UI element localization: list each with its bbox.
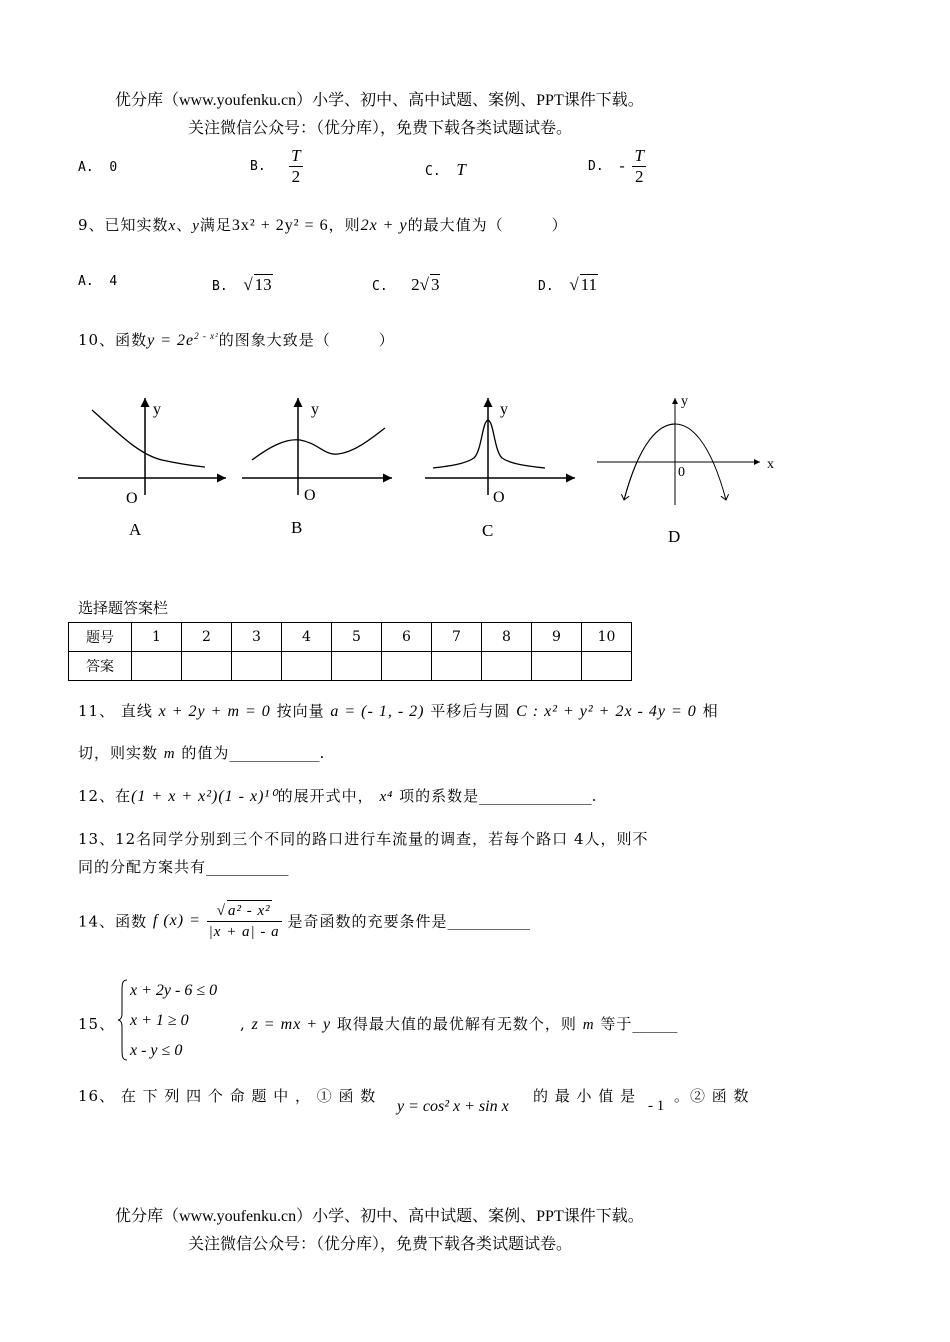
number-cell: 2 xyxy=(182,623,232,652)
q8-c-value: T xyxy=(456,160,466,179)
q8-c-label: C. xyxy=(425,164,441,179)
q16-value: - 1 xyxy=(648,1098,665,1114)
graph-d-y-label: y xyxy=(681,394,688,409)
graph-a-origin: O xyxy=(126,490,138,507)
q11-line-1: 11、 直线 x + 2y + m = 0 按向量 a = (- 1, - 2) 平移后与圆 C : x² + y² + 2x - 4y = 0 相 xyxy=(78,702,719,720)
graph-d-label: D xyxy=(668,527,681,546)
q15-constraint-3: x - y ≤ 0 xyxy=(130,1042,183,1059)
q8-option-a xyxy=(78,160,117,175)
q14-blank[interactable]: ___________ xyxy=(447,912,530,930)
q8-b-fraction: $\frac{T}{2}$ xyxy=(291,146,301,186)
graph-d-origin: 0 xyxy=(678,465,685,480)
header-line-2: 关注微信公众号：（优分库），免费下载各类试题试卷。 xyxy=(188,120,573,137)
answer-table xyxy=(68,622,632,681)
q16-suffix: 。② 函 数 xyxy=(674,1087,750,1105)
row-header-answer: 答案 xyxy=(69,652,132,681)
number-cell: 9 xyxy=(532,623,582,652)
q15-constraint-2: x + 1 ≥ 0 xyxy=(130,1012,189,1029)
graph-d xyxy=(597,398,760,505)
graph-c-label: C xyxy=(482,521,494,540)
q10-stem: 10、函数$y = 2e^{2 - x^2}$的图象大致是（ ） xyxy=(78,331,395,349)
q8-a-value: 0 xyxy=(109,160,118,175)
answer-cell[interactable] xyxy=(132,652,182,681)
q15-constraint-1: x + 2y - 6 ≤ 0 xyxy=(130,982,218,999)
q8-a-label: A. xyxy=(78,160,94,175)
number-cell: 4 xyxy=(282,623,332,652)
footer-line-2: 关注微信公众号：（优分库），免费下载各类试题试卷。 xyxy=(188,1236,573,1253)
answer-table-title: 选择题答案栏 xyxy=(78,599,169,617)
q9-stem: 9、已知实数x、y满足3x² + 2y² = 6，则2x + y的最大值为（ ） xyxy=(78,216,568,234)
q10-graphs xyxy=(0,380,950,555)
q11-line-2: 切，则实数 m 的值为____________. xyxy=(78,744,325,762)
q15-blank[interactable]: ______ xyxy=(632,1015,678,1033)
answer-cell[interactable] xyxy=(582,652,632,681)
answer-cell[interactable] xyxy=(432,652,482,681)
q13-blank[interactable]: ___________ xyxy=(206,858,289,876)
table-row xyxy=(69,623,632,652)
row-header-number: 题号 xyxy=(69,623,132,652)
table-row xyxy=(69,652,632,681)
q13-line-2: 同的分配方案共有___________ xyxy=(78,858,289,876)
graph-d-x-label: x xyxy=(767,457,774,472)
q12-stem: 12、在(1 + x + x²)(1 - x)¹⁰的展开式中， x⁴ 项的系数是_______________. xyxy=(78,787,597,805)
q16-prefix: 16、 在 下 列 四 个 命 题 中 ， ① 函 数 xyxy=(78,1087,377,1105)
q16-function: y = cos² x + sin x xyxy=(397,1098,509,1115)
q9-option-d: D. √ 11 xyxy=(538,275,598,294)
q8-option-d xyxy=(588,146,646,187)
answer-cell[interactable] xyxy=(382,652,432,681)
number-cell: 1 xyxy=(132,623,182,652)
graph-b-origin: O xyxy=(304,487,316,504)
q13-line-1: 13、12名同学分别到三个不同的路口进行车流量的调查，若每个路口 4人，则不 xyxy=(78,830,649,848)
graph-b-y-label: y xyxy=(311,401,319,418)
graph-a-y-label: y xyxy=(153,401,161,418)
q14-stem: 14、函数 f (x) = $\frac{\text{√ a² - x²}}{|x + a| - a}$ 是奇函数的充要条件是___________ xyxy=(78,900,530,942)
q8-option-c xyxy=(425,160,466,180)
q15-brace xyxy=(117,978,119,1062)
q8-d-sign: - xyxy=(619,157,625,175)
q8-option-b xyxy=(250,146,303,187)
q8-d-fraction: $\frac{T}{2}$ xyxy=(634,146,644,186)
q12-blank[interactable]: _______________. xyxy=(479,787,597,805)
number-cell: 10 xyxy=(582,623,632,652)
q14-fraction: $\frac{\text{√ a² - x²}}{|x + a| - a}$ xyxy=(207,900,282,942)
q16-mid: 的 最 小 值 是 xyxy=(533,1087,637,1105)
q9-option-c: C. 2√ 3 xyxy=(372,275,440,294)
answer-cell[interactable] xyxy=(232,652,282,681)
number-cell: 3 xyxy=(232,623,282,652)
number-cell: 6 xyxy=(382,623,432,652)
answer-cell[interactable] xyxy=(182,652,232,681)
graph-a xyxy=(78,398,226,495)
q9-option-b: B. √ 13 xyxy=(212,275,272,294)
q8-d-label: D. xyxy=(588,159,604,174)
footer-line-1: 优分库（www.youfenku.cn）小学、初中、高中试题、案例、PPT课件下载。 xyxy=(115,1208,644,1225)
answer-cell[interactable] xyxy=(332,652,382,681)
graph-a-label: A xyxy=(129,520,142,539)
number-cell: 5 xyxy=(332,623,382,652)
answer-cell[interactable] xyxy=(282,652,332,681)
graph-b-label: B xyxy=(291,518,303,537)
number-cell: 8 xyxy=(482,623,532,652)
answer-cell[interactable] xyxy=(482,652,532,681)
q9-option-a: A. 4 xyxy=(78,274,118,289)
q11-blank[interactable]: ____________. xyxy=(229,744,325,762)
header-line-1: 优分库（www.youfenku.cn）小学、初中、高中试题、案例、PPT课件下载。 xyxy=(115,92,644,109)
q15-rest: , z = mx + y 取得最大值的最优解有无数个，则 m 等于______ xyxy=(240,1015,678,1033)
graph-c-origin: O xyxy=(493,489,505,506)
number-cell: 7 xyxy=(432,623,482,652)
q8-b-label: B. xyxy=(250,159,266,174)
graph-c-y-label: y xyxy=(500,401,508,418)
answer-cell[interactable] xyxy=(532,652,582,681)
q15-label: 15、 xyxy=(78,1015,116,1033)
